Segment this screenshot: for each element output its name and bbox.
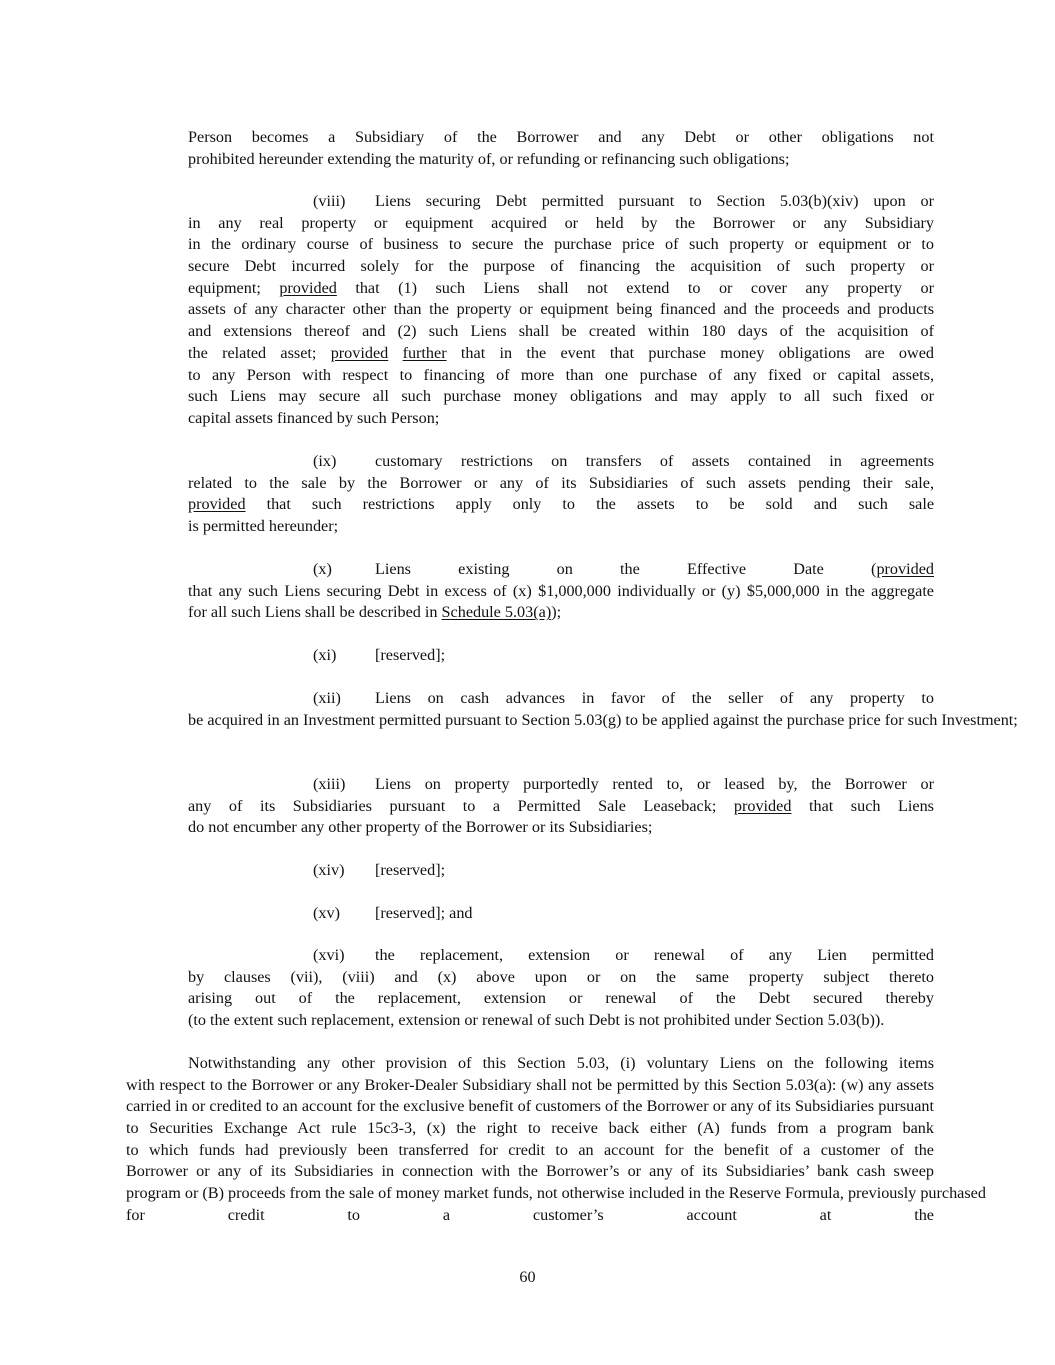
clause-text: (ix) customary restrictions on transfers of assets contained in agreements related to the sale by the Borrower or any of its Subsidiaries of such assets pending their sale, provided that such restrictions apply only to the assets to be sold and such sale is permitted hereunder; [188, 452, 934, 536]
clause-xv [188, 903, 934, 925]
clause-text: (x) Liens existing on the Effective Date (provided that any such Liens securing Debt in excess of (x) $1,000,000 individually or (y) $5,000,000 in the aggregate for all such Liens shall be described in Schedule 5.03(a)); [188, 560, 934, 622]
clause-x [188, 559, 934, 624]
clause-ix [188, 451, 934, 538]
clause-text: (xv) [reserved]; and [313, 904, 473, 922]
clause-text: (xiii) Liens on property purportedly rented to, or leased by, the Borrower or any of its Subsidiaries pursuant to a Permitted Sale Leaseback; provided that such Liens do not encumber any other property of the Borrower or its Subsidiaries; [188, 775, 934, 837]
clause-viii [188, 191, 934, 430]
paragraph-continuation [188, 127, 934, 170]
clause-text: (xiv) [reserved]; [313, 861, 446, 879]
clause-text: (xii) Liens on cash advances in favor of the seller of any property to be acquired in an Investment permitted pursuant to Section 5.03(g) to be applied against the purchase price for such Investment; [188, 689, 1018, 729]
clause-xi [188, 645, 934, 667]
clause-text: (xi) [reserved]; [313, 646, 446, 664]
clause-xvi [188, 945, 934, 1032]
page-number: 60 [519, 1268, 536, 1286]
clause-xiv [188, 860, 934, 882]
paragraph-text: Notwithstanding any other provision of this Section 5.03, (i) voluntary Liens on the following items with respect to the Borrower or any Broker-Dealer Subsidiary shall not be permitted by this Section 5.03(a): (w) any assets carried in or credited to an account for the exclusive benefit of customers of the Borrower or any of its Subsidiaries pursuant to Securities Exchange Act rule 15c3-3, (x) the right to receive back either (A) funds from a program bank to which funds had previously been transferred for credit to an account for the benefit of a customer of the Borrower or any of its Subsidiaries in connection with the Borrower’s or any of its Subsidiaries’ bank cash sweep program or (B) proceeds from the sale of money market funds, not otherwise included in the Reserve Formula, previously purchased for credit to a customer’s account at the [126, 1054, 986, 1224]
paragraph-notwithstanding [126, 1053, 986, 1227]
clause-xii [188, 688, 1018, 753]
clause-text: (viii) Liens securing Debt permitted pursuant to Section 5.03(b)(xiv) upon or in any real property or equipment acquired or held by the Borrower or any Subsidiary in the ordinary course of business to secure the purchase price of such property or equipment or to secure Debt incurred solely for the purpose of financing the acquisition of such property or equipment; provided that (1) such Liens shall not extend to or cover any property or assets of any character other than the property or equipment being financed and the proceeds and products and extensions thereof and (2) such Liens shall be created within 180 days of the acquisition of the related asset; provided further that in the event that purchase money obligations are owed to any Person with respect to financing of more than one purchase of any fixed or capital assets, such Liens may secure all such purchase money obligations and may apply to all such fixed or capital assets financed by such Person; [188, 192, 934, 427]
paragraph-text: Person becomes a Subsidiary of the Borrower and any Debt or other obligations not prohibited hereunder extending the maturity of, or refunding or refinancing such obligations; [188, 128, 934, 168]
clause-xiii [188, 774, 934, 839]
clause-text: (xvi) the replacement, extension or renewal of any Lien permitted by clauses (vii), (viii) and (x) above upon or on the same property subject thereto arising out of the replacement, extension or renewal of the Debt secured thereby (to the extent such replacement, extension or renewal of such Debt is not prohibited under Section 5.03(b)). [188, 946, 934, 1030]
